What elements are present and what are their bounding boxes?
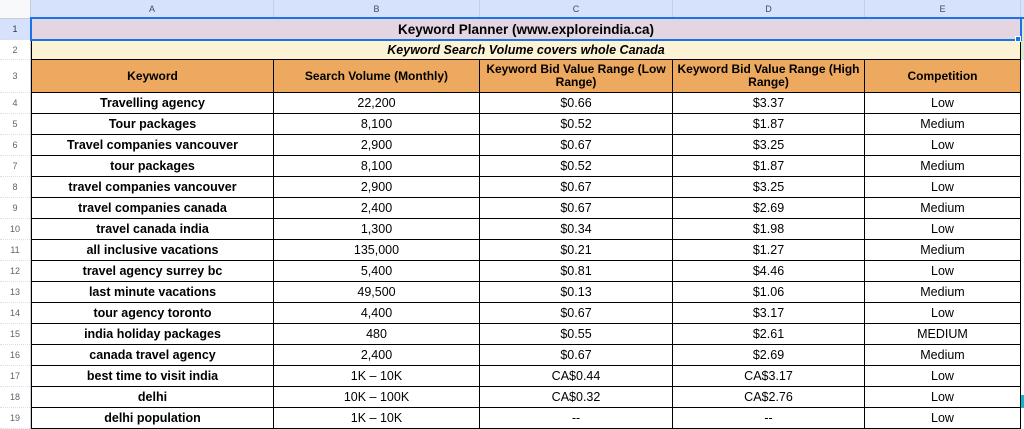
table-row — [32, 366, 1021, 387]
header-cell-volume[interactable]: Search Volume (Monthly) — [274, 60, 480, 92]
row-header-3[interactable]: 3 — [0, 60, 30, 93]
bid-high-cell[interactable]: $1.87 — [673, 114, 865, 134]
keyword-cell[interactable]: tour packages — [32, 156, 274, 176]
table-row — [32, 93, 1021, 114]
row-header-12[interactable]: 12 — [0, 261, 30, 282]
bid-high-cell[interactable]: $3.25 — [673, 177, 865, 197]
row-header-15[interactable]: 15 — [0, 324, 30, 345]
keyword-cell[interactable]: Tour packages — [32, 114, 274, 134]
column-header-d[interactable]: D — [673, 0, 865, 17]
row-header-2[interactable]: 2 — [0, 40, 30, 60]
column-header-c[interactable]: C — [480, 0, 673, 17]
competition-cell[interactable]: Low — [865, 135, 1021, 155]
bid-high-cell[interactable]: CA$2.76 — [673, 387, 865, 407]
bid-low-cell[interactable]: $0.21 — [480, 240, 673, 260]
table-row — [32, 156, 1021, 177]
competition-cell[interactable]: Medium — [865, 282, 1021, 302]
volume-cell[interactable]: 8,100 — [274, 156, 480, 176]
bid-low-cell[interactable]: $0.67 — [480, 345, 673, 365]
competition-cell[interactable]: Medium — [865, 240, 1021, 260]
bid-high-cell[interactable]: $3.37 — [673, 93, 865, 113]
table-row — [32, 240, 1021, 261]
bid-low-cell[interactable]: $0.67 — [480, 303, 673, 323]
bid-high-cell[interactable]: $1.98 — [673, 219, 865, 239]
keyword-cell[interactable]: delhi population — [32, 408, 274, 428]
bid-high-cell[interactable]: $3.17 — [673, 303, 865, 323]
competition-cell[interactable]: Low — [865, 366, 1021, 386]
volume-cell[interactable]: 135,000 — [274, 240, 480, 260]
keyword-cell[interactable]: tour agency toronto — [32, 303, 274, 323]
keyword-cell[interactable]: all inclusive vacations — [32, 240, 274, 260]
row-header-1[interactable]: 1 — [0, 19, 30, 40]
competition-cell[interactable]: Medium — [865, 345, 1021, 365]
keyword-cell[interactable]: travel canada india — [32, 219, 274, 239]
keyword-cell[interactable]: travel companies canada — [32, 198, 274, 218]
competition-cell[interactable]: Medium — [865, 198, 1021, 218]
table-row — [32, 282, 1021, 303]
bid-low-cell[interactable]: $0.52 — [480, 114, 673, 134]
keyword-cell[interactable]: Travelling agency — [32, 93, 274, 113]
row-header-9[interactable]: 9 — [0, 198, 30, 219]
row-header-10[interactable]: 10 — [0, 219, 30, 240]
bid-low-cell[interactable]: $0.55 — [480, 324, 673, 344]
volume-cell[interactable]: 2,400 — [274, 345, 480, 365]
bid-low-cell[interactable]: $0.67 — [480, 135, 673, 155]
title-row — [32, 19, 1021, 40]
table-row — [32, 177, 1021, 198]
competition-cell[interactable]: Medium — [865, 156, 1021, 176]
bid-high-cell[interactable]: -- — [673, 408, 865, 428]
table-row — [32, 114, 1021, 135]
volume-cell[interactable]: 480 — [274, 324, 480, 344]
competition-cell[interactable]: Low — [865, 408, 1021, 428]
table-row — [32, 261, 1021, 282]
row-header-13[interactable]: 13 — [0, 282, 30, 303]
bid-high-cell[interactable]: $4.46 — [673, 261, 865, 281]
column-header-a[interactable]: A — [31, 0, 274, 17]
bid-low-cell[interactable]: $0.13 — [480, 282, 673, 302]
bid-high-cell[interactable]: $1.87 — [673, 156, 865, 176]
volume-cell[interactable]: 1,300 — [274, 219, 480, 239]
volume-cell[interactable]: 1K – 10K — [274, 366, 480, 386]
row-header-11[interactable]: 11 — [0, 240, 30, 261]
header-cell-bid-high[interactable]: Keyword Bid Value Range (High Range) — [673, 60, 865, 92]
bid-high-cell[interactable]: $3.25 — [673, 135, 865, 155]
column-header-b[interactable]: B — [274, 0, 480, 17]
volume-cell[interactable]: 10K – 100K — [274, 387, 480, 407]
column-header-e[interactable]: E — [865, 0, 1021, 17]
bid-high-cell[interactable]: $1.06 — [673, 282, 865, 302]
competition-cell[interactable]: Low — [865, 303, 1021, 323]
competition-cell[interactable]: Low — [865, 219, 1021, 239]
volume-cell[interactable]: 2,400 — [274, 198, 480, 218]
keyword-cell[interactable]: Travel companies vancouver — [32, 135, 274, 155]
row-header-4[interactable]: 4 — [0, 93, 30, 114]
competition-cell[interactable]: MEDIUM — [865, 324, 1021, 344]
table-row — [32, 135, 1021, 156]
keyword-cell[interactable]: last minute vacations — [32, 282, 274, 302]
bid-low-cell[interactable]: $0.34 — [480, 219, 673, 239]
title-cell[interactable]: Keyword Planner (www.exploreindia.ca) — [32, 19, 1021, 39]
volume-cell[interactable]: 8,100 — [274, 114, 480, 134]
table-row — [32, 324, 1021, 345]
column-header-strip — [31, 0, 1024, 19]
bid-high-cell[interactable]: CA$3.17 — [673, 366, 865, 386]
bid-low-cell[interactable]: $0.66 — [480, 93, 673, 113]
spreadsheet-grid — [31, 19, 1021, 429]
volume-cell[interactable]: 5,400 — [274, 261, 480, 281]
bid-high-cell[interactable]: $2.61 — [673, 324, 865, 344]
competition-cell[interactable]: Medium — [865, 114, 1021, 134]
table-row — [32, 387, 1021, 408]
keyword-cell[interactable]: delhi — [32, 387, 274, 407]
header-cell-keyword[interactable]: Keyword — [32, 60, 274, 92]
competition-cell[interactable]: Low — [865, 387, 1021, 407]
competition-cell[interactable]: Low — [865, 261, 1021, 281]
bid-low-cell[interactable]: CA$0.44 — [480, 366, 673, 386]
table-row — [32, 219, 1021, 240]
competition-cell[interactable]: Low — [865, 177, 1021, 197]
row-header-17[interactable]: 17 — [0, 366, 30, 387]
volume-cell[interactable]: 49,500 — [274, 282, 480, 302]
keyword-cell[interactable]: best time to visit india — [32, 366, 274, 386]
header-cell-bid-low[interactable]: Keyword Bid Value Range (Low Range) — [480, 60, 673, 92]
row-header-6[interactable]: 6 — [0, 135, 30, 156]
row-header-gutter — [0, 19, 31, 429]
volume-cell[interactable]: 1K – 10K — [274, 408, 480, 428]
subtitle-cell[interactable]: Keyword Search Volume covers whole Canada — [32, 40, 1021, 59]
volume-cell[interactable]: 2,900 — [274, 177, 480, 197]
bid-low-cell[interactable]: $0.67 — [480, 177, 673, 197]
row-header-8[interactable]: 8 — [0, 177, 30, 198]
select-all-corner[interactable] — [0, 0, 31, 19]
bid-low-cell[interactable]: $0.67 — [480, 198, 673, 218]
competition-cell[interactable]: Low — [865, 93, 1021, 113]
bid-low-cell[interactable]: CA$0.32 — [480, 387, 673, 407]
table-row — [32, 408, 1021, 429]
volume-cell[interactable]: 2,900 — [274, 135, 480, 155]
table-row — [32, 198, 1021, 219]
table-row — [32, 303, 1021, 324]
bid-high-cell[interactable]: $2.69 — [673, 198, 865, 218]
fill-handle[interactable] — [1015, 36, 1021, 42]
bid-high-cell[interactable]: $1.27 — [673, 240, 865, 260]
keyword-cell[interactable]: travel companies vancouver — [32, 177, 274, 197]
table-row — [32, 345, 1021, 366]
header-cell-competition[interactable]: Competition — [865, 60, 1021, 92]
keyword-cell[interactable]: india holiday packages — [32, 324, 274, 344]
bid-low-cell[interactable]: $0.81 — [480, 261, 673, 281]
keyword-cell[interactable]: canada travel agency — [32, 345, 274, 365]
row-header-14[interactable]: 14 — [0, 303, 30, 324]
row-header-18[interactable]: 18 — [0, 387, 30, 408]
row-header-19[interactable]: 19 — [0, 408, 30, 429]
keyword-cell[interactable]: travel agency surrey bc — [32, 261, 274, 281]
bid-high-cell[interactable]: $2.69 — [673, 345, 865, 365]
volume-cell[interactable]: 22,200 — [274, 93, 480, 113]
bid-low-cell[interactable]: -- — [480, 408, 673, 428]
bid-low-cell[interactable]: $0.52 — [480, 156, 673, 176]
row-header-5[interactable]: 5 — [0, 114, 30, 135]
row-header-7[interactable]: 7 — [0, 156, 30, 177]
subtitle-row — [32, 40, 1021, 60]
table-header-row — [32, 60, 1021, 93]
volume-cell[interactable]: 4,400 — [274, 303, 480, 323]
row-header-16[interactable]: 16 — [0, 345, 30, 366]
